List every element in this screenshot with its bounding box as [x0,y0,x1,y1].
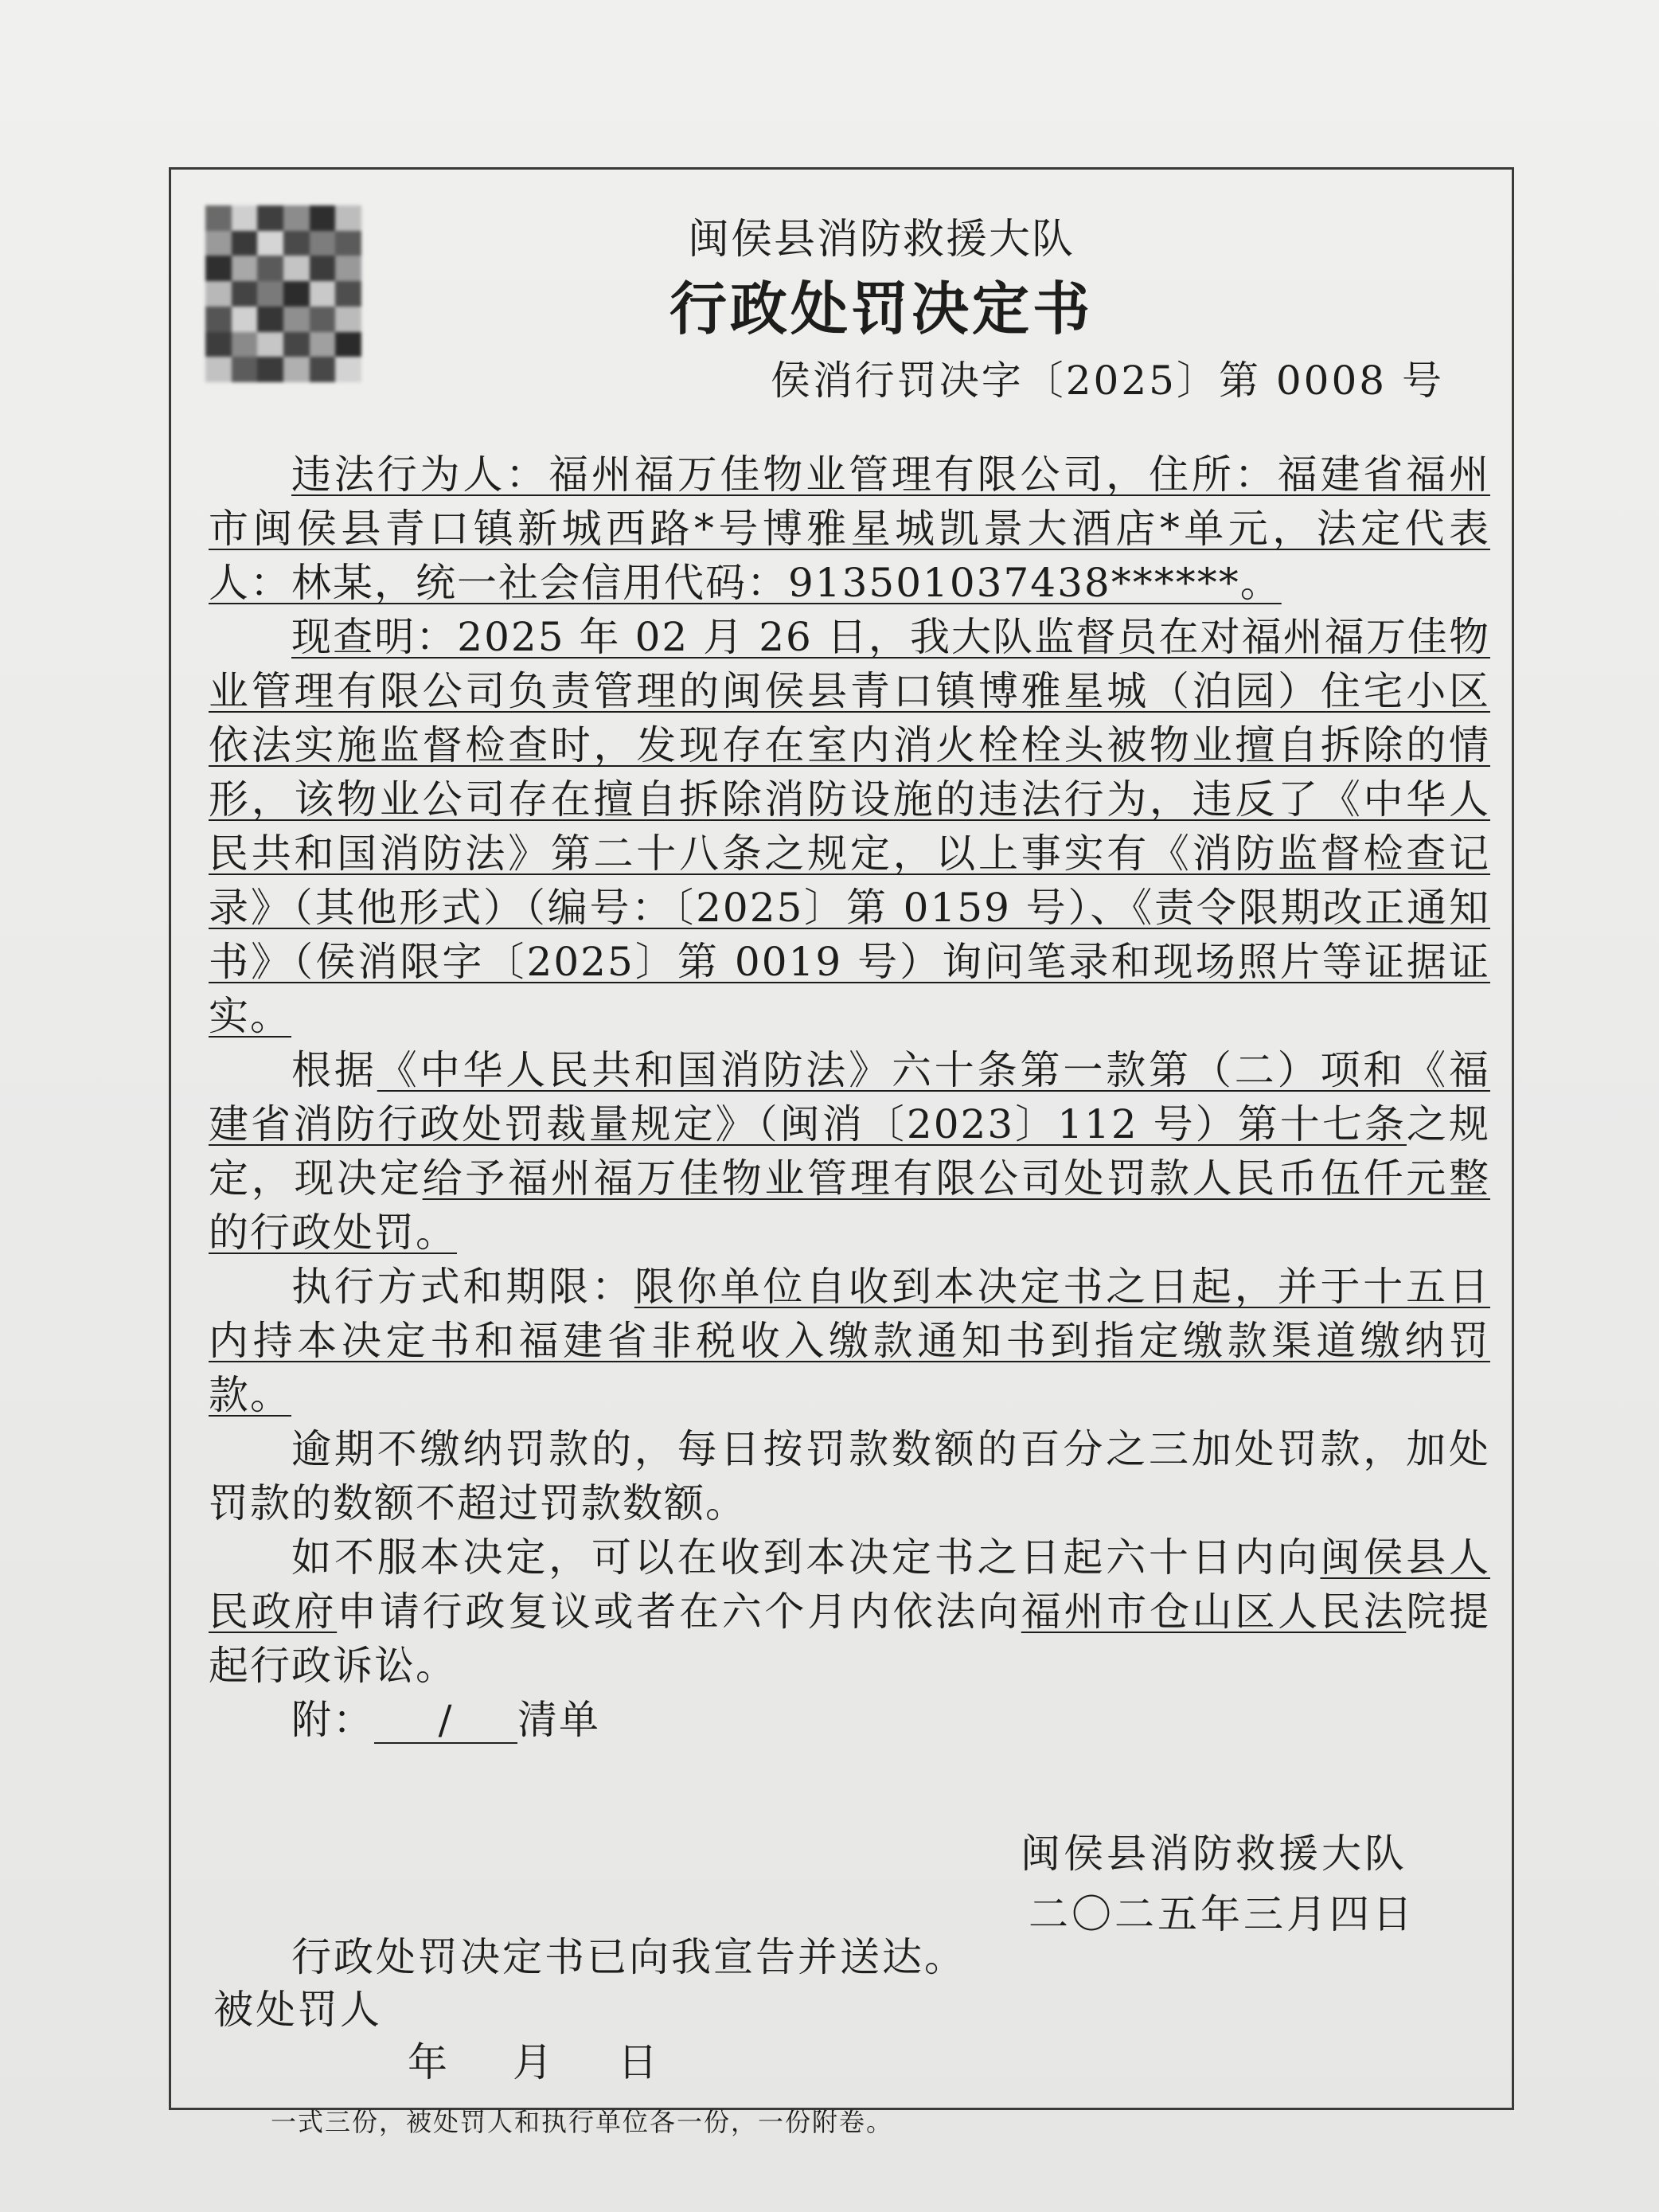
document-number: 侯消行罚决字〔2025〕第 0008 号 [770,358,1444,404]
decision-mid: 之规定，现决定 [209,1101,1491,1202]
receipt-day: 日 [618,2039,659,2085]
appeal-text-b: 申请行政复议或者在六个月内依法向 [337,1589,1021,1635]
penalty-decision: 给予福州福万佳物业管理有限公司处罚款人民币伍仟元整的行政处罚。 [209,1155,1491,1256]
served-statement: 行政处罚决定书已向我宣告并送达。 [291,1934,966,1980]
decision-prefix: 根据 [291,1047,377,1093]
review-authority: 闽侯县人民政府 [209,1534,1491,1635]
appeal-paragraph [209,1530,1490,1693]
party-paragraph [209,447,1490,610]
document-title-text: 行政处罚决定书 [669,275,1093,342]
legal-basis: 《中华人民共和国消防法》六十条第一款第（二）项和《福建省消防行政处罚裁量规定》（闽消〔2023〕112 号）第十七条 [209,1047,1491,1147]
receipt-month: 月 [513,2039,554,2085]
issuing-organization [0,205,1659,265]
punished-party-label: 被处罚人 [213,1987,382,2033]
execution-terms: 限你单位自收到本决定书之日起，并于十五日内持本决定书和福建省非税收入缴款通知书到指定缴款渠道缴纳罚款。 [209,1264,1491,1418]
court-name: 福州市仓山区人民法 [1021,1589,1407,1635]
attachment-line [209,1693,1490,1747]
execution-paragraph [209,1260,1490,1422]
attachment-suffix: 清单 [517,1697,600,1743]
receipt-year: 年 [408,2039,449,2085]
issuing-organization-text: 闽侯县消防救援大队 [687,216,1075,264]
facts-paragraph [209,610,1490,1043]
execution-label: 执行方式和期限： [291,1264,634,1310]
document-title [0,263,1659,346]
document-body [209,447,1490,1747]
attachment-label: 附： [291,1697,374,1743]
facts-text: 现查明：2025 年 02 月 26 日，我大队监督员在对福州福万佳物业管理有限公司负责管理的闽侯县青口镇博雅星城（泊园）住宅小区依法实施监督检查时，发现存在室内消火栓栓头被物业擅自拆除的情形，该物业公司存在擅自拆除消防设施的违法行为，违反了《中华人民共和国消防法》第二十八条之规定，以上事实有《消防监督检查记录》（其他形式）（编号：〔2025〕第 0159 号）、《责令限期改正通知书》（侯消限字〔2025〕第 0019 号）询问笔录和现场照片等证据证实。 [209,614,1490,1039]
signature-organization: 闽侯县消防救援大队 [1021,1831,1407,1877]
party-text: 违法行为人：福州福万佳物业管理有限公司，住所：福建省福州市闽侯县青口镇新城西路*号博雅星城凯景大酒店*单元，法定代表人：林某，统一社会信用代码：913501037438******。 [209,451,1490,606]
signature-date: 二〇二五年三月四日 [1029,1891,1415,1937]
late-payment-paragraph [209,1422,1490,1530]
appeal-text-a: 如不服本决定，可以在收到本决定书之日起六十日内向 [291,1534,1321,1581]
late-payment-text: 逾期不缴纳罚款的，每日按罚款数额的百分之三加处罚款，加处罚款的数额不超过罚款数额。 [209,1426,1490,1526]
attachment-value: / [374,1698,517,1744]
decision-paragraph [209,1043,1490,1260]
appeal-text-c: 院提起行政诉讼。 [209,1589,1491,1689]
copies-footnote: 一式三份，被处罚人和执行单位各一份，一份附卷。 [271,2107,894,2137]
receipt-date-line [408,2030,723,2088]
